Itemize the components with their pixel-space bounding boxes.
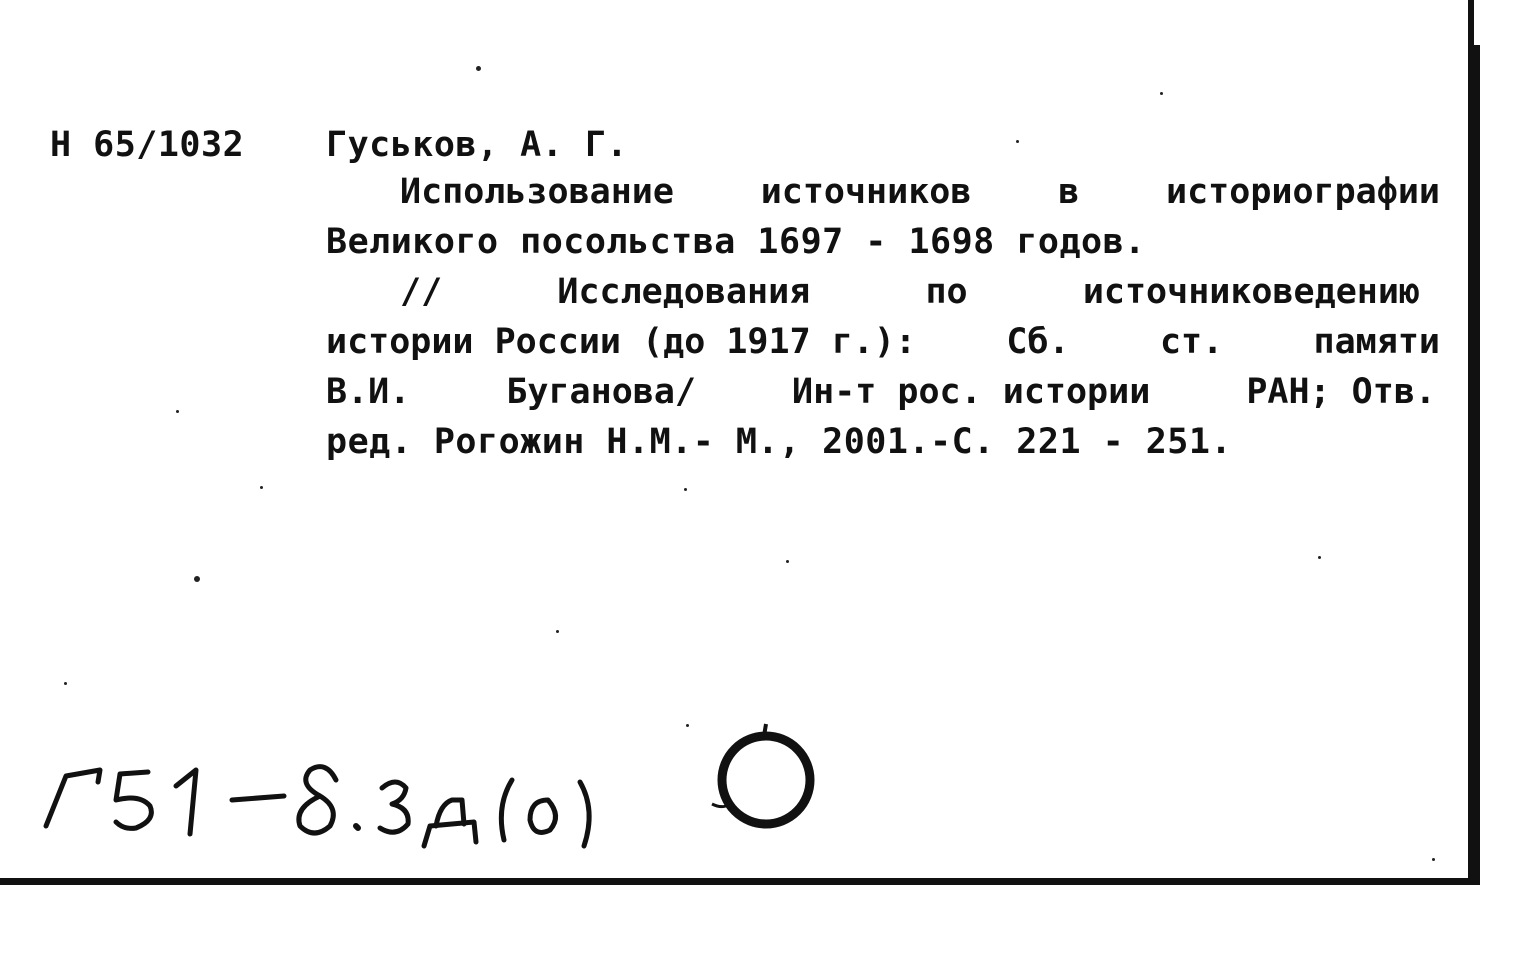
source-word: // [400,272,443,312]
source-word: Сб. [1006,322,1070,362]
scan-speck [194,576,200,582]
call-number: Н 65/1032 [50,125,245,165]
author: Гуськов, А. Г. [326,125,629,165]
source-word: по [925,272,968,312]
scan-speck [1318,556,1321,559]
scan-speck [476,66,481,71]
scan-speck [260,486,263,489]
title-line-2: Великого посольства 1697 - 1698 годов. [326,222,1146,262]
title-word: в [1058,172,1080,212]
source-word: В.И. [326,372,411,412]
source-word: памяти [1313,322,1440,362]
scan-speck [64,682,67,685]
title-word: Использование [400,172,674,212]
scan-speck [1432,858,1435,861]
source-word: истории России (до 1917 г.): [326,322,917,362]
source-word: Исследования [557,272,811,312]
source-line-4: ред. Рогожин Н.М.- М., 2001.-С. 221 - 251. [326,422,1233,462]
source-word: Ин-т рос. истории [792,372,1151,412]
scan-speck [556,630,559,633]
source-word: РАН; Отв. [1246,372,1436,412]
source-word: источниковедению [1082,272,1420,312]
source-word: Буганова/ [506,372,696,412]
scan-speck [1160,92,1163,95]
scan-speck [686,724,689,727]
scan-speck [1016,140,1019,143]
title-word: источников [760,172,972,212]
scan-speck [176,410,179,413]
scan-speck [684,488,687,491]
scan-speck [786,560,789,563]
source-word: ст. [1159,322,1224,362]
title-word: историографии [1166,172,1440,212]
